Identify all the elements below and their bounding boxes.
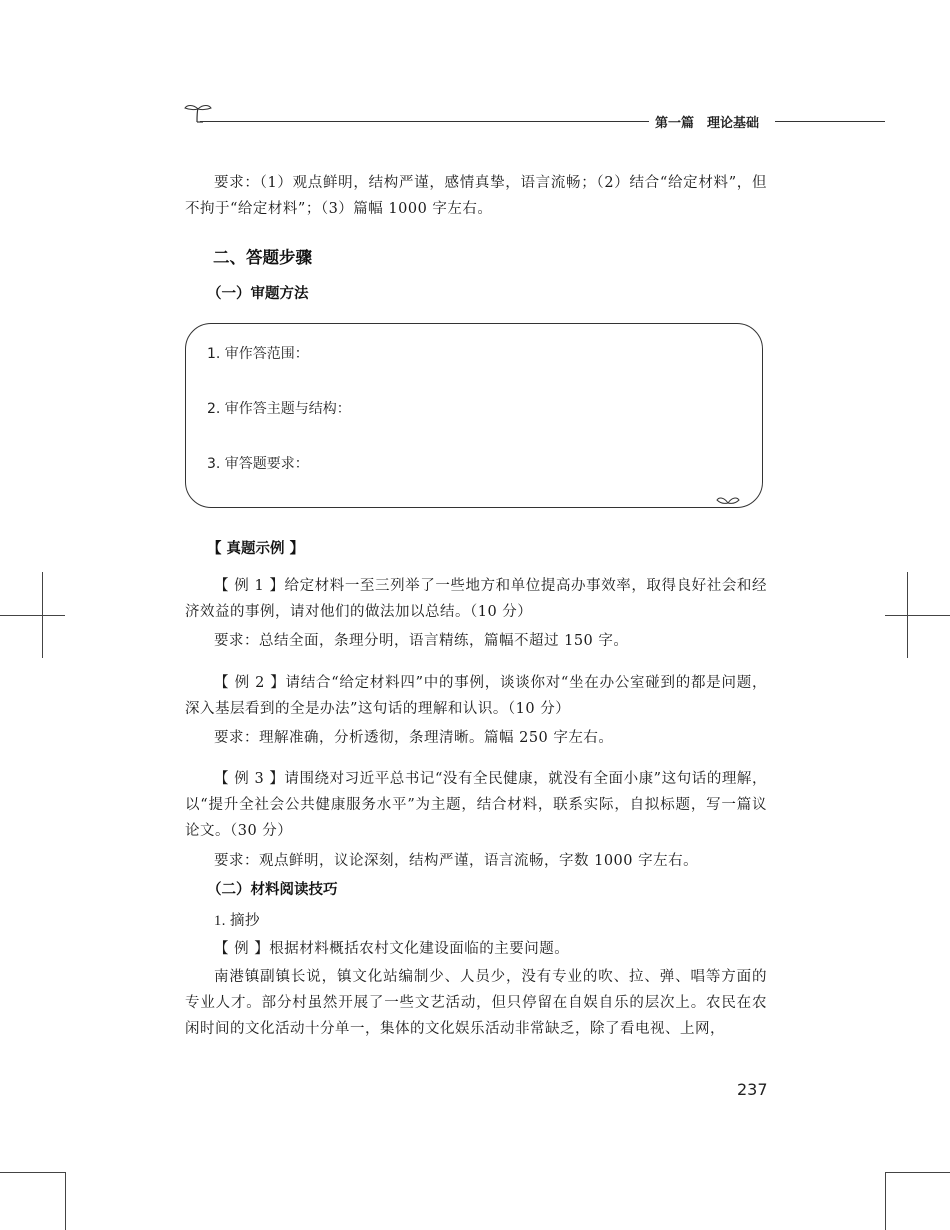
example-1-requirement: 要求：总结全面，条理分明，语言精练，篇幅不超过 150 字。: [214, 633, 629, 649]
box-item-theme-structure: 2. 审作答主题与结构：: [207, 401, 351, 417]
requirement-paragraph: 要求：（1）观点鲜明，结构严谨，感情真挚，语言流畅；（2）结合“给定材料”，但不拘于“给定材料”；（3）篇幅 1000 字左右。: [185, 175, 767, 217]
example-2-requirement: 要求：理解准确，分析透彻，条理清晰。篇幅 250 字左右。: [214, 730, 614, 746]
reading-paragraph: 南港镇副镇长说，镇文化站编制少、人员少，没有专业的吹、拉、弹、唱等方面的专业人才。部分村虽然开展了一些文艺活动，但只停留在自娱自乐的层次上。农民在农闲时间的文化活动十分单一，集体的文化娱乐活动非常缺乏，除了看电视、上网，: [185, 969, 767, 1037]
crop-mark-bottom-left: [0, 1172, 65, 1173]
crop-mark-bottom-left-tick: [65, 1172, 66, 1230]
review-method-box: [185, 323, 763, 508]
page-number: 237: [737, 1080, 768, 1099]
reading-item-excerpt: 1. 摘抄: [214, 913, 260, 929]
crop-mark-bottom-right: [885, 1172, 950, 1173]
reading-example: 【 例 】根据材料概括农村文化建设面临的主要问题。: [214, 941, 570, 957]
box-item-requirements: 3. 审答题要求：: [207, 456, 309, 472]
crop-mark-bottom-right-tick: [885, 1172, 886, 1230]
example-3-text: 【 例 3 】请围绕对习近平总书记“没有全民健康，就没有全面小康”这句话的理解，以“提升全社会公共健康服务水平”为主题，结合材料，联系实际，自拟标题，写一篇议论文。（30 分）: [185, 771, 767, 839]
header-title: 第一篇 理论基础: [655, 116, 760, 131]
real-exam-examples-heading: 【 真题示例 】: [207, 541, 305, 557]
subheading-material-reading: （二）材料阅读技巧: [207, 882, 338, 898]
example-1-text: 【 例 1 】给定材料一至三列举了一些地方和单位提高办事效率，取得良好社会和经济效益的事例，请对他们的做法加以总结。（10 分）: [185, 578, 767, 620]
crop-mark-left-horizontal: [0, 615, 65, 616]
crop-mark-right-horizontal: [885, 615, 950, 616]
example-2-text: 【 例 2 】请结合“给定材料四”中的事例，谈谈你对“坐在办公室碰到的都是问题，深入基层看到的全是办法”这句话的理解和认识。（10 分）: [185, 675, 767, 717]
subheading-review-method: （一）审题方法: [207, 286, 309, 302]
leaf-ornament-icon: [716, 494, 740, 506]
header-rule-left: [200, 121, 649, 122]
section-heading-steps: 二、答题步骤: [213, 248, 312, 267]
box-item-scope: 1. 审作答范围：: [207, 346, 309, 362]
header-rule-right: [775, 121, 885, 122]
example-3-requirement: 要求：观点鲜明，议论深刻，结构严谨，语言流畅，字数 1000 字左右。: [214, 853, 699, 869]
